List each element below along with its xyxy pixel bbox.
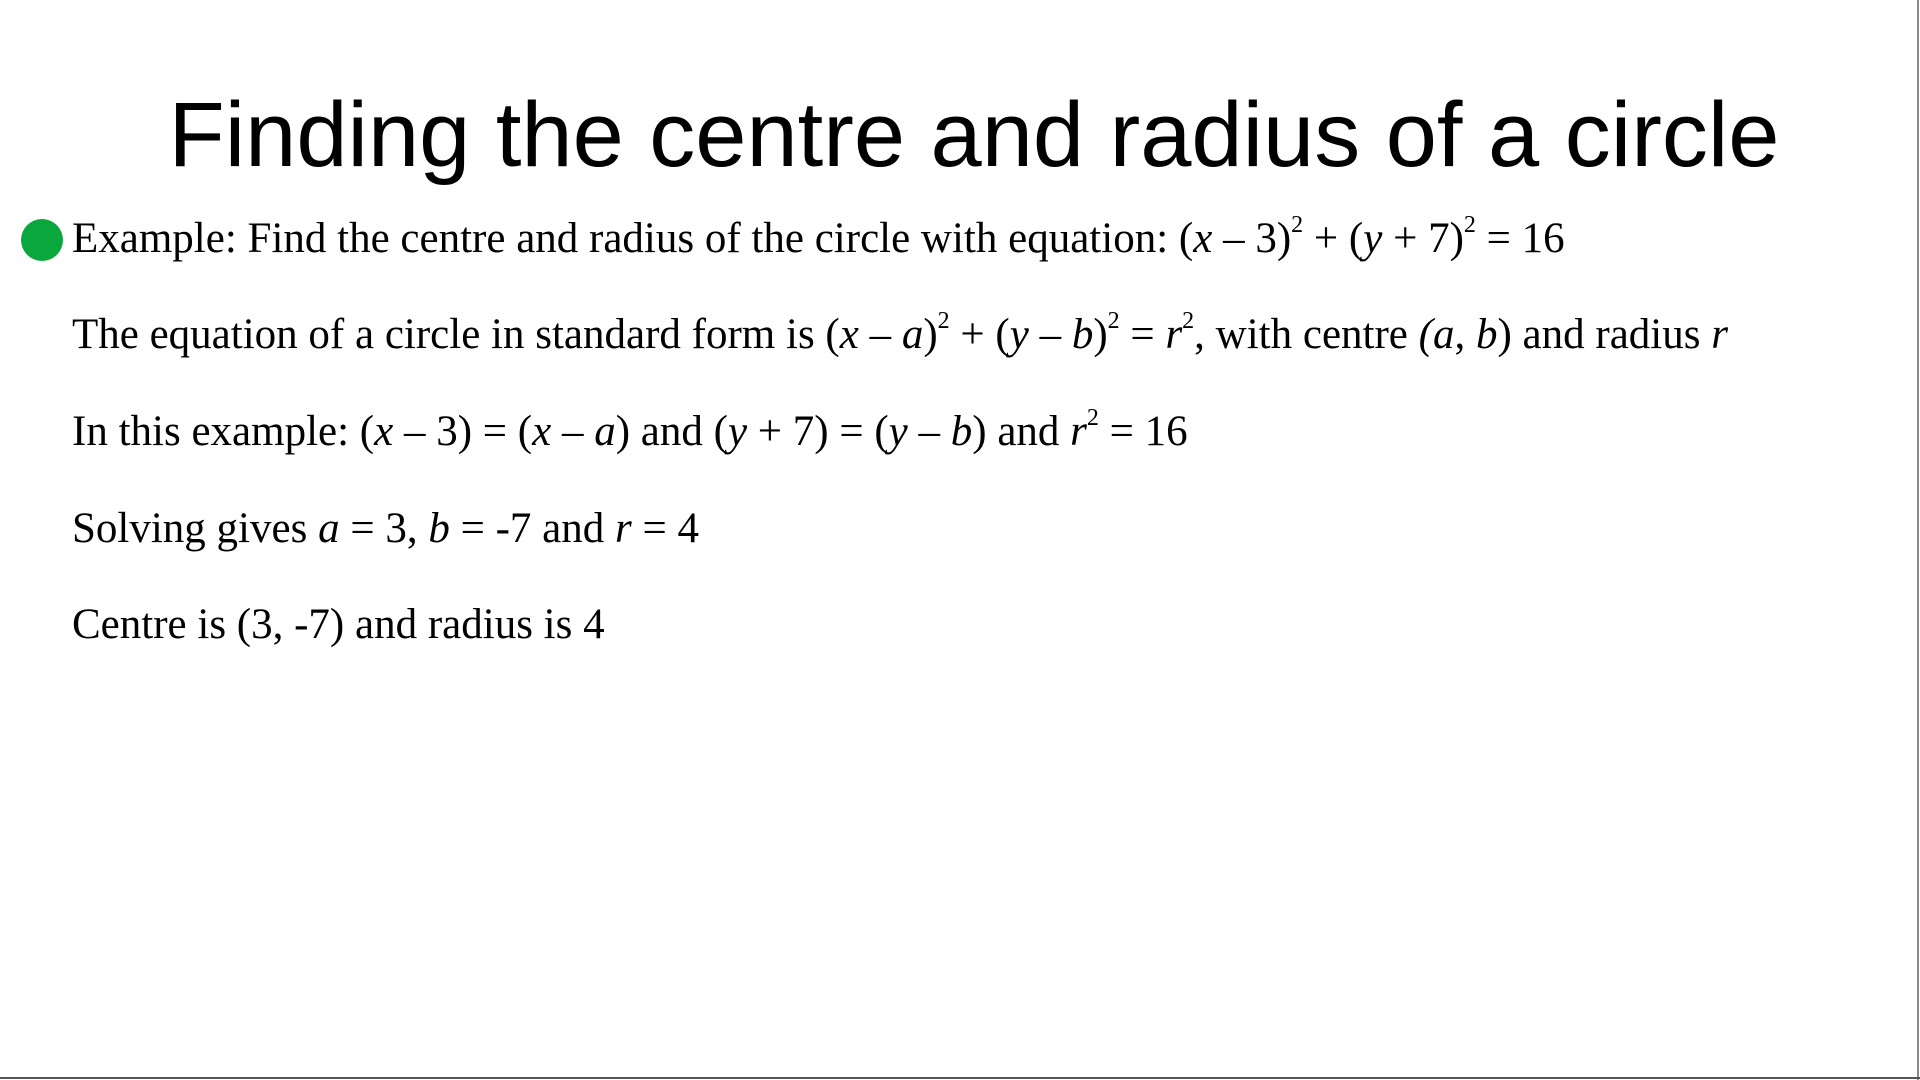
text-segment: The equation of a circle in standard form is ( — [72, 311, 840, 358]
text-segment: r — [1165, 311, 1183, 358]
text-segment: , — [1454, 311, 1476, 358]
text-segment: a — [901, 311, 924, 358]
text-segment: r — [1070, 408, 1087, 455]
text-segment: = -7 and — [449, 505, 615, 552]
text-segment: – 3) = ( — [393, 408, 533, 455]
text-segment: In this example: ( — [72, 408, 375, 455]
text-segment: ) and radius — [1497, 311, 1712, 358]
text-segment: 2 — [937, 308, 950, 334]
text-segment: – — [907, 408, 951, 455]
text-segment: 2 — [1086, 405, 1099, 431]
text-segment: , with centre — [1194, 311, 1419, 358]
text-segment: = 16 — [1098, 408, 1188, 455]
conclusion-line — [72, 597, 605, 653]
text-segment: = 16 — [1475, 215, 1565, 262]
text-segment: 2 — [1182, 308, 1195, 334]
text-segment: r — [615, 505, 632, 552]
text-segment: b — [1475, 311, 1498, 358]
text-segment: ) and — [972, 408, 1071, 455]
text-segment: r — [1711, 311, 1728, 358]
text-segment: x — [1193, 215, 1213, 262]
slide-right-border — [1917, 0, 1919, 1080]
text-segment: x — [374, 408, 394, 455]
text-segment: – — [551, 408, 595, 455]
text-segment: 2 — [1463, 212, 1476, 238]
text-segment: b — [428, 505, 450, 552]
text-segment: y — [1009, 311, 1029, 358]
text-segment: Example: Find the centre and radius of the circle with equation: ( — [72, 215, 1194, 262]
comparison-line — [72, 404, 1188, 460]
text-segment: y — [888, 408, 908, 455]
text-segment: b — [1071, 311, 1094, 358]
text-segment: x — [532, 408, 552, 455]
text-segment: – 3) — [1212, 215, 1292, 262]
text-segment: (a — [1418, 311, 1455, 358]
text-segment: 2 — [1107, 308, 1120, 334]
text-segment: + ( — [949, 311, 1010, 358]
example-line — [72, 211, 1565, 267]
slide-title: Finding the centre and radius of a circle — [168, 84, 1780, 186]
text-segment: – — [1028, 311, 1072, 358]
text-segment: = — [1119, 311, 1166, 358]
text-segment: x — [839, 311, 859, 358]
text-segment: + 7) — [1382, 215, 1464, 262]
text-segment: + ( — [1303, 215, 1364, 262]
text-segment: ) — [923, 311, 938, 358]
slide-bottom-border — [0, 1077, 1920, 1079]
bullet-icon — [21, 219, 63, 261]
text-segment: + 7) = ( — [747, 408, 889, 455]
text-segment: y — [1363, 215, 1383, 262]
solution-line — [72, 501, 699, 557]
text-segment: = 3, — [339, 505, 429, 552]
text-segment: – — [858, 311, 902, 358]
text-segment: 2 — [1291, 212, 1304, 238]
text-segment: a — [318, 505, 340, 552]
text-segment: Centre is (3, -7) and radius is 4 — [72, 601, 605, 648]
text-segment: a — [594, 408, 616, 455]
text-segment: Solving gives — [72, 505, 319, 552]
text-segment: = 4 — [631, 505, 699, 552]
text-segment: ) and ( — [615, 408, 728, 455]
standard-form-line — [72, 307, 1728, 363]
text-segment: b — [950, 408, 973, 455]
text-segment: y — [727, 408, 748, 455]
text-segment: ) — [1093, 311, 1108, 358]
